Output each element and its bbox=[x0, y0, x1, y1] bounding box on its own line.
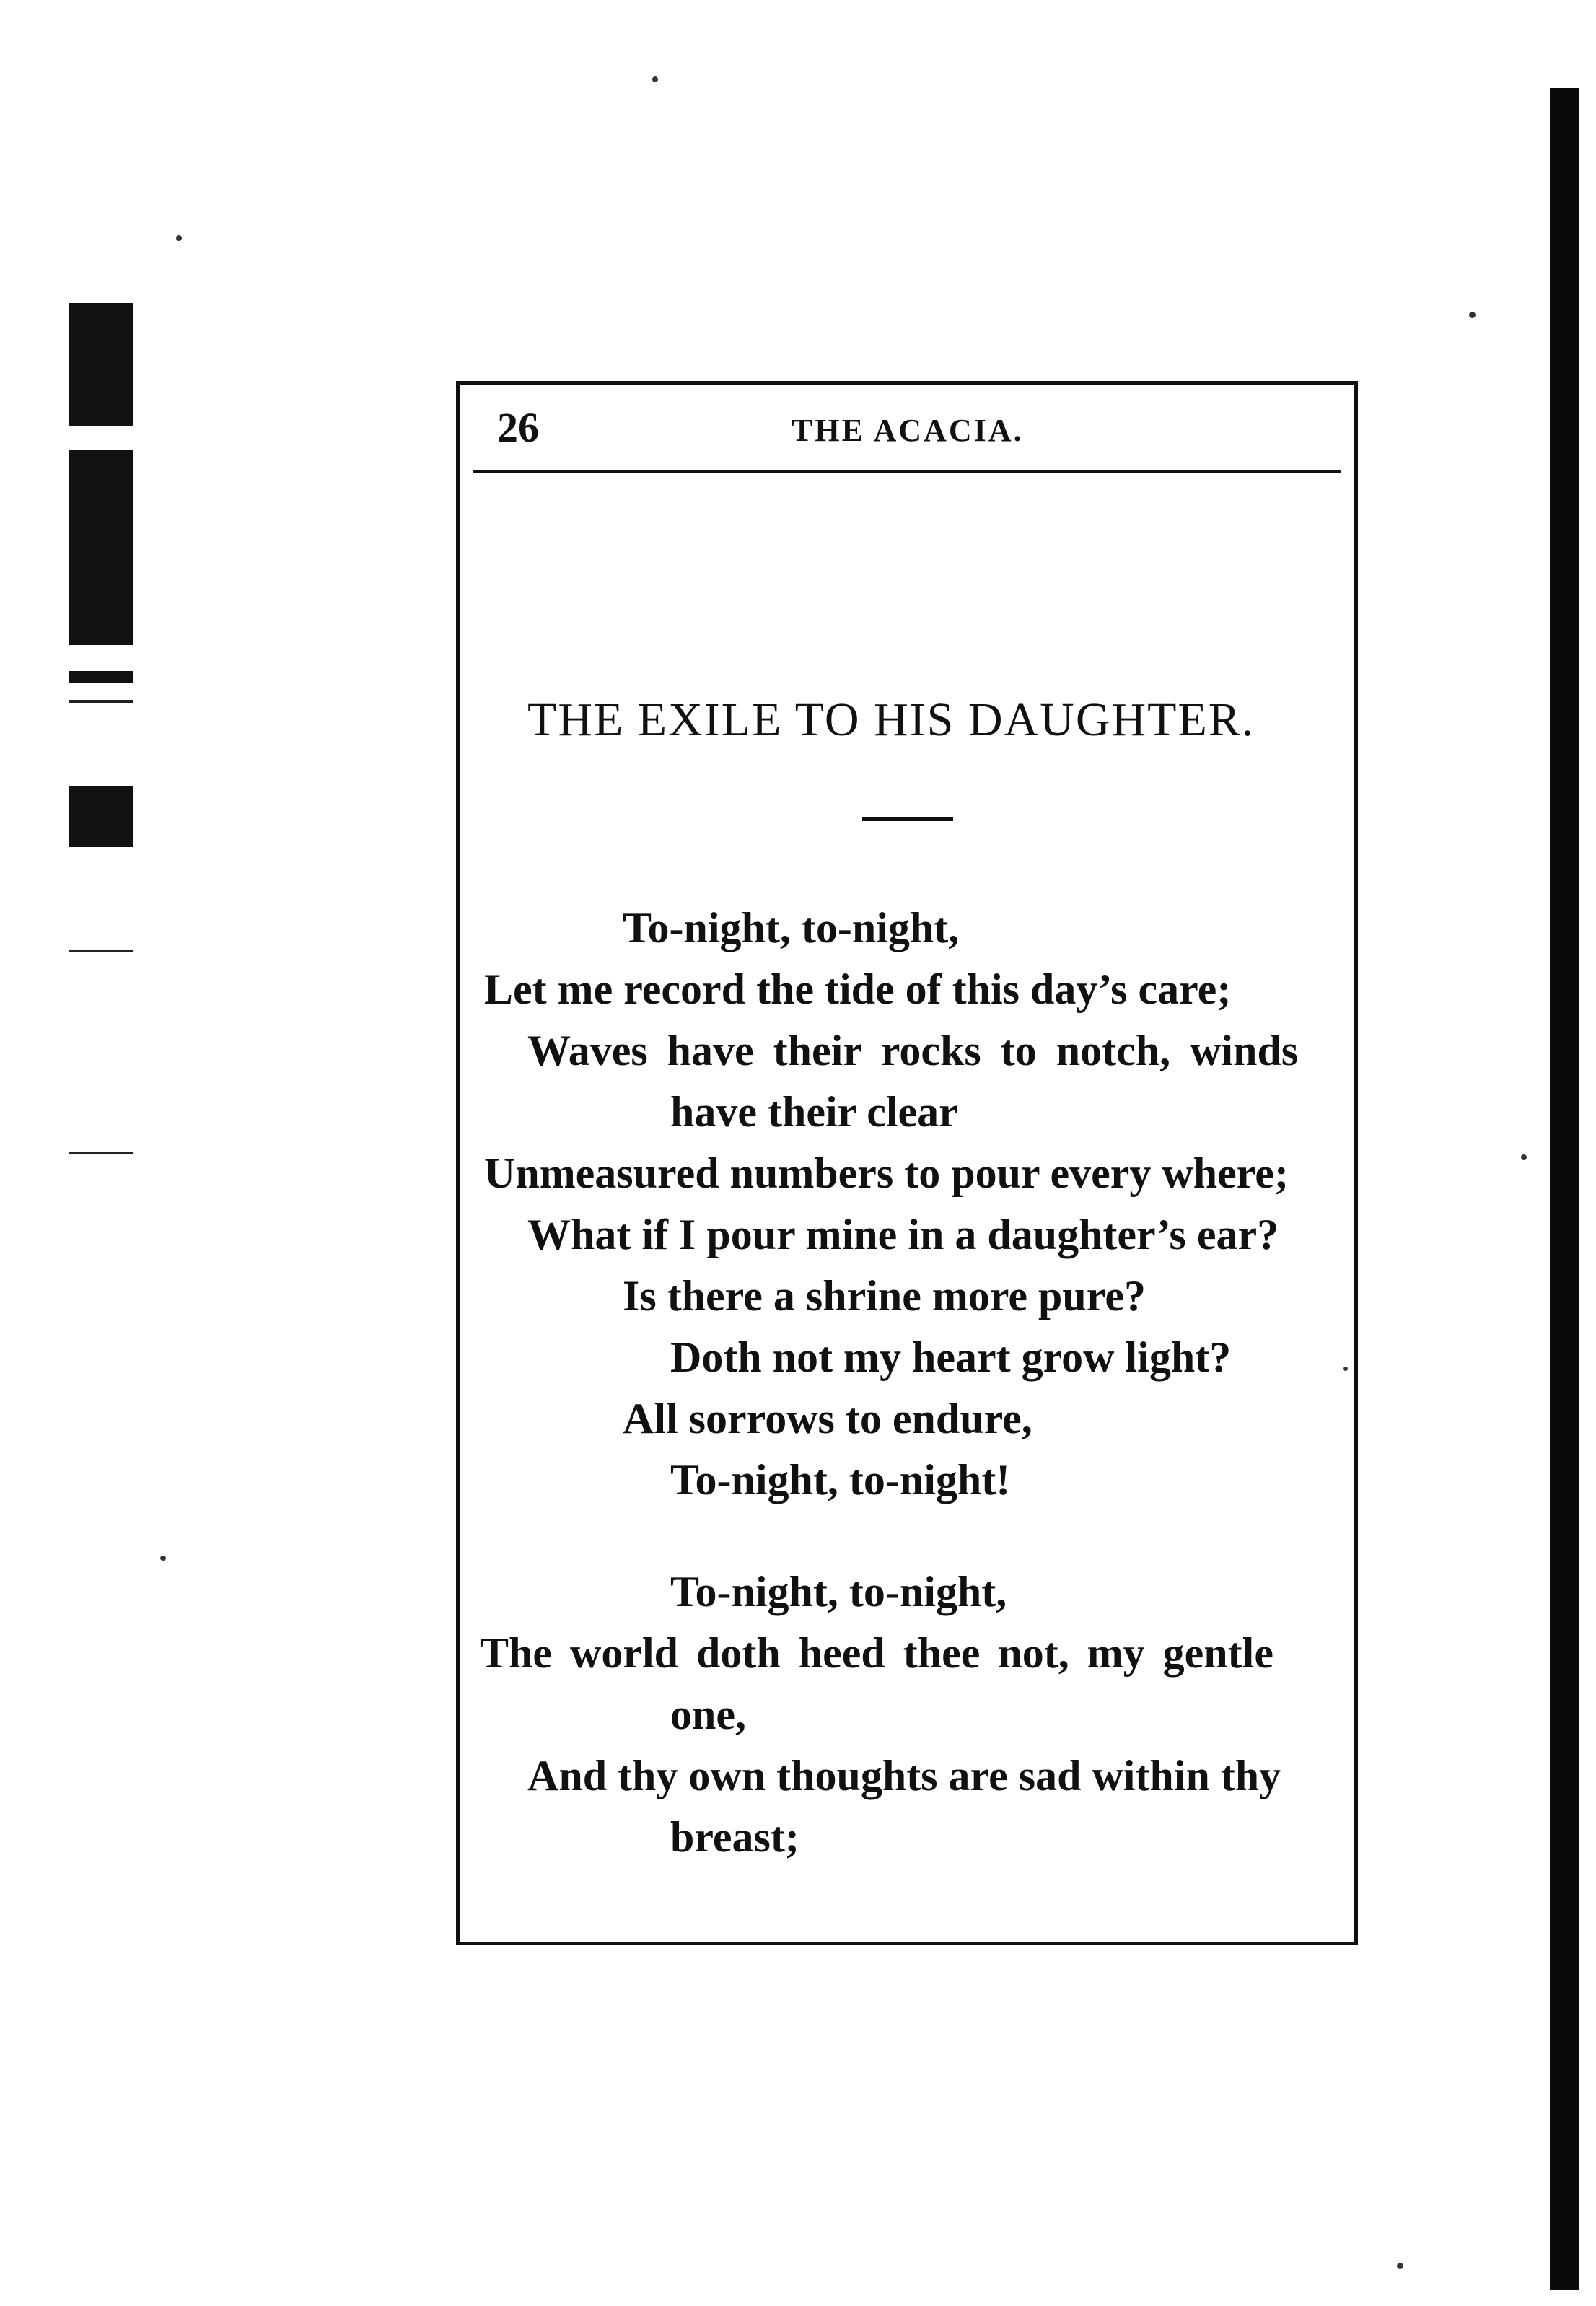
poem-line: What if I pour mine in a daughter’s ear? bbox=[527, 1211, 1279, 1258]
scan-speck bbox=[1521, 1154, 1527, 1160]
poem-line: Doth not my heart grow light? bbox=[670, 1333, 1232, 1381]
poem-line: Is there a shrine more pure? bbox=[623, 1272, 1146, 1320]
poem-line: Waves have their rocks to notch, winds bbox=[527, 1027, 1299, 1074]
scan-mark bbox=[69, 700, 133, 703]
title-rule bbox=[862, 817, 953, 821]
scan-edge-bar bbox=[1550, 88, 1579, 2290]
poem-line: To-night, to-night, bbox=[623, 904, 960, 952]
poem-line: Let me record the tide of this day’s care; bbox=[484, 965, 1232, 1013]
header-rule bbox=[473, 470, 1341, 473]
poem-line: All sorrows to endure, bbox=[623, 1395, 1032, 1442]
scan-speck bbox=[176, 235, 182, 241]
poem-line: The world doth heed thee not, my gentle bbox=[480, 1629, 1273, 1677]
poem-line: breast; bbox=[670, 1813, 799, 1861]
running-head: THE ACACIA. bbox=[792, 413, 1024, 448]
poem-line: To-night, to-night, bbox=[670, 1568, 1007, 1615]
scan-speck bbox=[1397, 2263, 1403, 2269]
scan-mark bbox=[69, 1152, 133, 1154]
poem-line: have their clear bbox=[670, 1088, 958, 1136]
scan-mark bbox=[69, 950, 133, 952]
poem-line: Unmeasured numbers to pour every where; bbox=[484, 1149, 1289, 1197]
poem-line: one, bbox=[670, 1691, 746, 1738]
scan-speck bbox=[652, 76, 658, 82]
scan-mark bbox=[69, 671, 133, 683]
page-frame bbox=[456, 381, 1358, 1945]
scan-mark bbox=[69, 786, 133, 847]
page-number: 26 bbox=[497, 404, 539, 451]
poem-title: THE EXILE TO HIS DAUGHTER. bbox=[527, 693, 1255, 746]
poem-line: And thy own thoughts are sad within thy bbox=[527, 1752, 1281, 1799]
scan-mark bbox=[69, 303, 133, 426]
poem-line: To-night, to-night! bbox=[670, 1456, 1011, 1504]
scan-mark bbox=[69, 450, 133, 645]
scan-speck bbox=[1469, 312, 1476, 318]
scan-speck bbox=[160, 1556, 166, 1561]
